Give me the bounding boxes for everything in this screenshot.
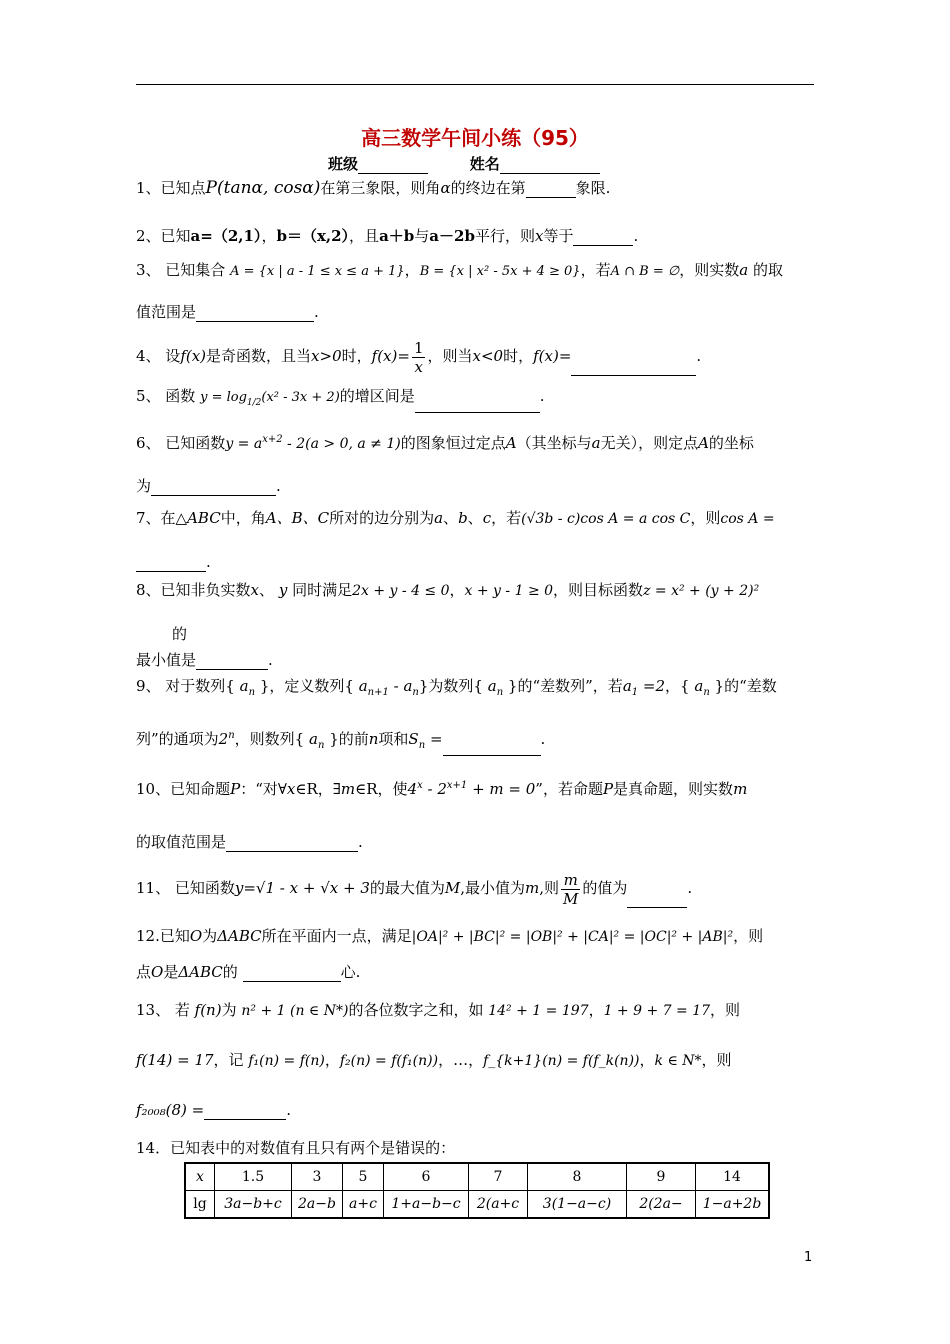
- table-cell: 2(2a−: [627, 1191, 696, 1219]
- table-cell: 1+a−b−c: [384, 1191, 469, 1219]
- question-7-line-2: .: [136, 552, 211, 572]
- question-9: 9、 对于数列{ $a_n$ }，定义数列{ $a_{n+1} - a_n$}为数列{ $a_n$ }的“差数列”，若$a_1 =2$，{ $a_n$ }的“差数: [136, 677, 777, 698]
- table-cell: 9: [627, 1163, 696, 1191]
- answer-blank-2[interactable]: [573, 229, 633, 246]
- answer-blank-8[interactable]: [196, 653, 268, 670]
- answer-blank-9[interactable]: [443, 739, 541, 756]
- table-cell: lg: [185, 1191, 215, 1219]
- table-cell: 2(a+c: [469, 1191, 528, 1219]
- question-5: 5、 函数 $y = \log_{1/2}(x^2 - 3x + 2)$的增区间是 .: [136, 386, 545, 413]
- table-cell: 14: [696, 1163, 770, 1191]
- table-cell: 8: [528, 1163, 627, 1191]
- question-13-line-3: f₂₀₀₈(8) = .: [136, 1101, 291, 1119]
- table-row: [185, 1191, 769, 1219]
- question-10: 10、已知命题P：“对∀x∈R，∃m∈R，使$4^x - 2^{x+1} + m = 0$”，若命题P是真命题，则实数m: [136, 780, 748, 798]
- question-9-line-2: 列”的通项为2$^n$，则数列{ $a_n$ }的前n项和$S_n$ = .: [136, 726, 545, 756]
- fraction-m-over-M: $\frac{m}{M}$: [563, 870, 579, 908]
- answer-blank-11[interactable]: [627, 891, 687, 908]
- table-row: [185, 1163, 769, 1191]
- page-number: 1: [804, 1250, 813, 1265]
- header-rule: [136, 84, 814, 85]
- question-12-line-2: 点O是ΔABC的 心.: [136, 963, 361, 981]
- table-cell: 6: [384, 1163, 469, 1191]
- table-cell: 3a−b+c: [215, 1191, 292, 1219]
- log-values-table: [184, 1162, 770, 1219]
- table-cell: 5: [343, 1163, 384, 1191]
- answer-blank-12[interactable]: [243, 965, 341, 982]
- question-1: 1、已知点P(tanα, cosα)在第三象限，则角α的终边在第 象限.: [136, 178, 611, 198]
- question-13-line-2: f(14) = 17，记 f₁(n) = f(n)，f₂(n) = f(f₁(n))，…，f_{k+1}(n) = f(f_k(n))，k ∈ N*，则: [136, 1051, 732, 1069]
- class-blank[interactable]: [358, 157, 428, 174]
- table-cell: 1.5: [215, 1163, 292, 1191]
- question-6: 6、 已知函数$y = a^{x+2} - 2(a > 0$, a ≠ 1)的图象恒过定点A（其坐标与a无关），则定点A的坐标: [136, 434, 754, 452]
- answer-blank-6[interactable]: [151, 479, 276, 496]
- question-2: 2、已知a=（2,1），b＝（x,2），且a＋b与a－2b平行，则x等于 .: [136, 227, 639, 245]
- table-cell: 3(1−a−c): [528, 1191, 627, 1219]
- question-12: 12.已知O为ΔABC所在平面内一点，满足|OA|² + |BC|² = |OB|² + |CA|² = |OC|² + |AB|²，则: [136, 927, 764, 945]
- answer-blank-13[interactable]: [204, 1103, 286, 1120]
- class-name-line: [328, 153, 600, 174]
- fraction-1-over-x: $\frac{1}{x}$: [413, 338, 424, 376]
- answer-blank-1[interactable]: [526, 181, 576, 198]
- name-blank[interactable]: [500, 157, 600, 174]
- page-title: 高三数学午间小练（95）: [361, 126, 589, 150]
- question-13: 13、 若 f(n)为 n² + 1 (n ∈ N*)的各位数字之和，如 14² + 1 = 197，1 + 9 + 7 = 17，则: [136, 1001, 741, 1019]
- question-7: 7、在△ABC中，角A、B、C所对的边分别为a、b、c，若(√3b - c)cos A = a cos C，则cos A =: [136, 509, 775, 527]
- answer-blank-5[interactable]: [415, 396, 540, 413]
- table-cell: a+c: [343, 1191, 384, 1219]
- name-label: 姓名: [469, 155, 500, 173]
- table-cell: x: [185, 1163, 215, 1191]
- question-3: 3、 已知集合 A = {x | a - 1 ≤ x ≤ a + 1}，B = {x | x² - 5x + 4 ≥ 0}，若A ∩ B = ∅，则实数a 的取: [136, 261, 783, 279]
- question-6-line-2: 为 .: [136, 477, 281, 495]
- question-3-line-2: 值范围是 .: [136, 303, 319, 321]
- question-8-wrap: 的: [172, 625, 188, 643]
- table-cell: 2a−b: [292, 1191, 343, 1219]
- answer-blank-3[interactable]: [196, 305, 314, 322]
- question-4: 4、 设f(x)是奇函数，且当x>0时，f(x)= $\frac{1}{x}$ ，则当x<0时，f(x)= .: [136, 338, 702, 376]
- table-cell: 1−a+2b: [696, 1191, 770, 1219]
- table-cell: 3: [292, 1163, 343, 1191]
- question-11: 11、 已知函数y=√1 - x + √x + 3的最大值为M,最小值为m,则 $\frac{m}{M}$ 的值为 .: [136, 870, 693, 908]
- question-10-line-2: 的取值范围是 .: [136, 833, 363, 851]
- question-8: 8、已知非负实数x、 y 同时满足2x + y - 4 ≤ 0，x + y - 1 ≥ 0，则目标函数z = x² + (y + 2)²: [136, 581, 760, 599]
- answer-blank-4[interactable]: [571, 359, 696, 376]
- question-14: 14．已知表中的对数值有且只有两个是错误的：: [136, 1139, 456, 1157]
- table-cell: 7: [469, 1163, 528, 1191]
- answer-blank-10[interactable]: [226, 835, 358, 852]
- class-label: 班级: [328, 155, 359, 173]
- question-8-line-3: 最小值是 .: [136, 651, 273, 669]
- answer-blank-7[interactable]: [136, 555, 206, 572]
